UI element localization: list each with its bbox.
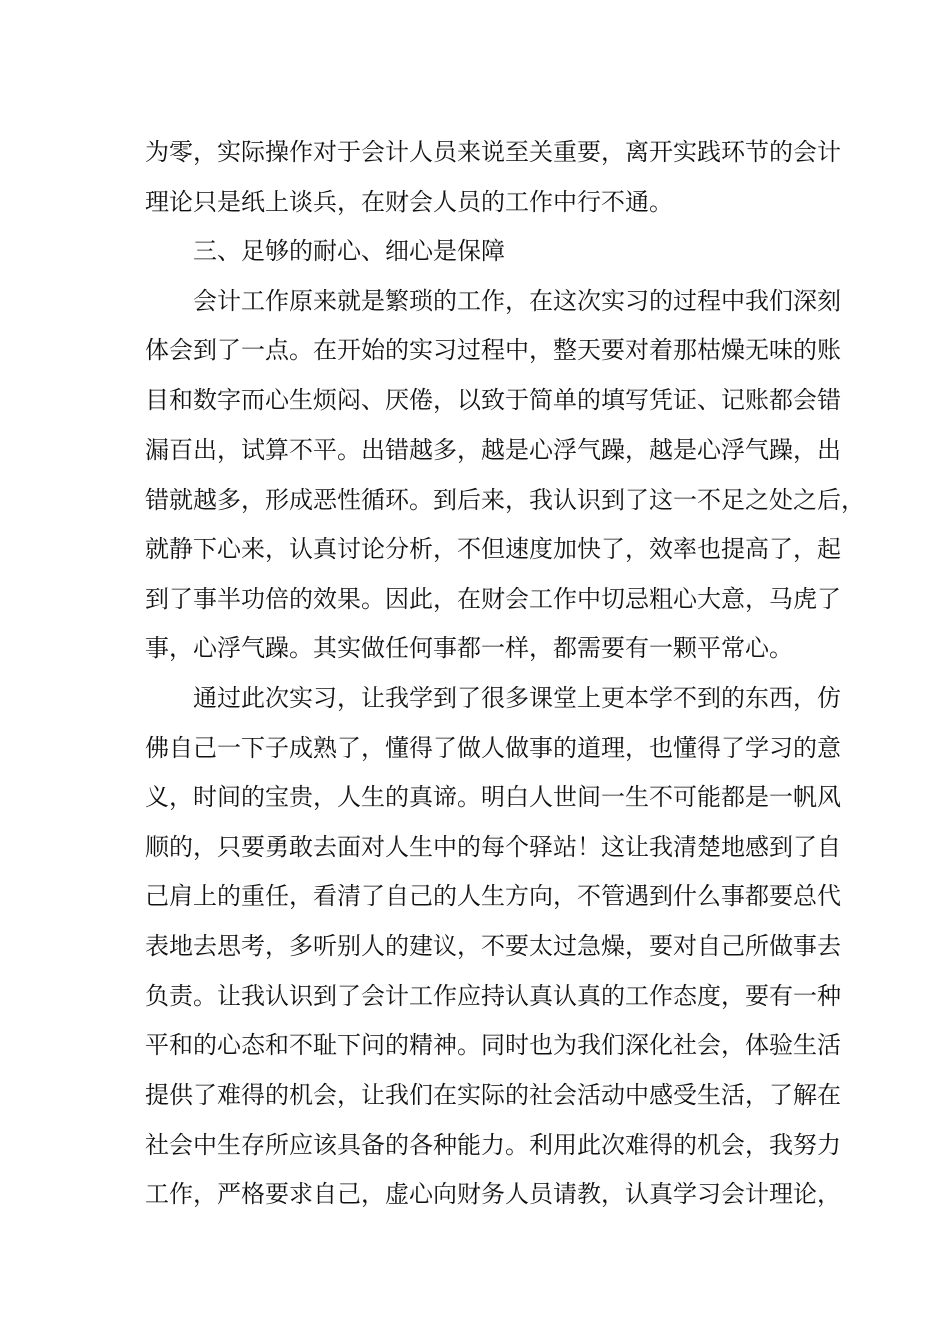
section-heading: 三、足够的耐心、细心是保障	[193, 237, 505, 265]
text-line: 平和的心态和不耻下问的精神。同时也为我们深化社会，体验生活	[145, 1031, 841, 1059]
text-line: 负责。让我认识到了会计工作应持认真认真的工作态度，要有一种	[145, 982, 841, 1010]
text-line: 顺的，只要勇敢去面对人生中的每个驿站！这让我清楚地感到了自	[145, 833, 841, 861]
text-line: 目和数字而心生烦闷、厌倦，以致于简单的填写凭证、记账都会错	[145, 386, 841, 414]
text-line: 到了事半功倍的效果。因此，在财会工作中切忌粗心大意，马虎了	[145, 585, 841, 613]
text-line: 为零，实际操作对于会计人员来说至关重要，离开实践环节的会计	[145, 138, 841, 166]
text-line: 工作，严格要求自己，虚心向财务人员请教，认真学习会计理论，	[145, 1180, 841, 1208]
text-line: 社会中生存所应该具备的各种能力。利用此次难得的机会，我努力	[145, 1131, 841, 1159]
text-line: 义，时间的宝贵，人生的真谛。明白人世间一生不可能都是一帆风	[145, 783, 841, 811]
text-line: 表地去思考，多听别人的建议，不要太过急燥，要对自己所做事去	[145, 932, 841, 960]
text-line: 提供了难得的机会，让我们在实际的社会活动中感受生活，了解在	[145, 1081, 841, 1109]
text-line: 体会到了一点。在开始的实习过程中，整天要对着那枯燥无味的账	[145, 336, 841, 364]
text-line: 事，心浮气躁。其实做任何事都一样，都需要有一颗平常心。	[145, 634, 793, 662]
text-line: 就静下心来，认真讨论分析，不但速度加快了，效率也提高了，起	[145, 535, 841, 563]
text-line: 佛自己一下子成熟了，懂得了做人做事的道理，也懂得了学习的意	[145, 734, 841, 762]
text-line: 己肩上的重任，看清了自己的人生方向，不管遇到什么事都要总代	[145, 882, 841, 910]
paragraph-first-line: 通过此次实习，让我学到了很多课堂上更本学不到的东西，仿	[193, 684, 841, 712]
text-line: 理论只是纸上谈兵，在财会人员的工作中行不通。	[145, 188, 673, 216]
text-line: 漏百出，试算不平。出错越多，越是心浮气躁，越是心浮气躁，出	[145, 436, 841, 464]
text-line: 错就越多，形成恶性循环。到后来，我认识到了这一不足之处之后，	[145, 486, 865, 514]
paragraph-first-line: 会计工作原来就是繁琐的工作，在这次实习的过程中我们深刻	[193, 287, 841, 315]
